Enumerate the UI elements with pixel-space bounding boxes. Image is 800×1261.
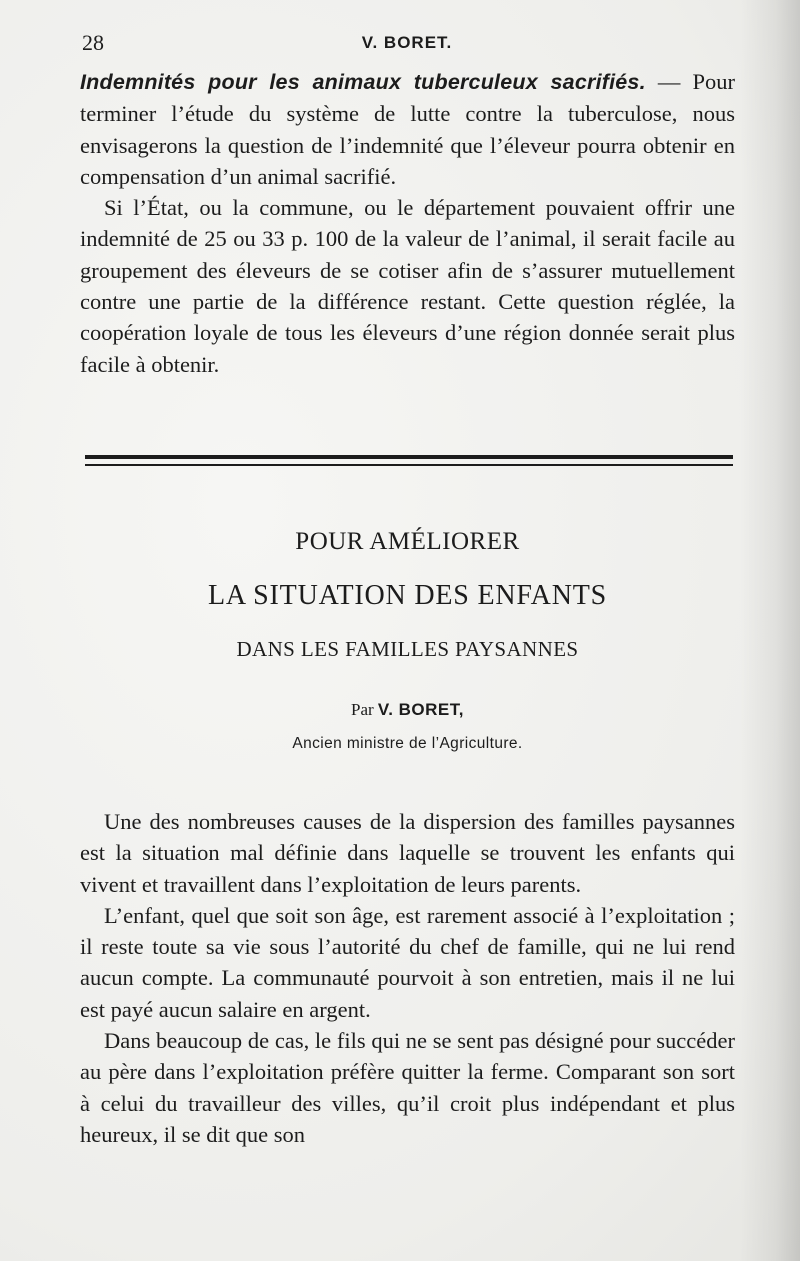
article-paragraph-2: L’enfant, quel que soit son âge, est rarement associé à l’exploitation ; il reste toute sa vie sous l’autorité du chef de famille, qui ne lui rend aucun compte. La communauté pourvoit à son entretien, mais il ne lui est payé aucun salaire en argent.	[80, 902, 735, 1022]
divider-thick-rule	[85, 455, 733, 459]
article-title-line-3: DANS LES FAMILLES PAYSANNES	[236, 637, 579, 661]
section-divider	[85, 455, 733, 467]
byline-prefix: Par	[351, 700, 374, 719]
intro-paragraph-2: Si l’État, ou la commune, ou le département pouvaient offrir une indemnité de 25 ou 33 p. 100 de la valeur de l’animal, il serait facile au groupement des éleveurs de se cotiser afin de s’assurer mutuellement contre une partie de la différence restant. Cette question réglée, la coopération loyale de tous les éleveurs d’une région donnée serait plus facile à obtenir.	[80, 195, 735, 377]
article-title-line-2: LA SITUATION DES ENFANTS	[207, 580, 608, 611]
intro-paragraph-1-text: — Pour terminer l’étude du système de lutte contre la tuberculose, nous envisagerons la question de l’indemnité que l’éleveur pourra obtenir en compensation d’un animal sacrifié.	[80, 69, 735, 189]
running-head: V. BORET.	[361, 33, 453, 52]
article-paragraph-1: Une des nombreuses causes de la dispersion des familles paysannes est la situation mal définie dans laquelle se trouvent les enfants qui vivent et travaillent dans l’exploitation de leurs parents.	[80, 809, 735, 897]
intro-paragraph-1	[80, 66, 735, 192]
section-heading: Indemnités pour les animaux tuberculeux sacrifiés.	[80, 70, 646, 94]
page-number: 28	[82, 30, 104, 55]
article-paragraph-3: Dans beaucoup de cas, le fils qui ne se sent pas désigné pour succéder au père dans l’exploitation préfère quitter la ferme. Comparant son sort à celui du travailleur des villes, qu’il croit plus indépendant et plus heureux, il se dit que son	[80, 1028, 735, 1147]
article-byline	[80, 700, 735, 720]
author-affiliation: Ancien ministre de l’Agriculture.	[292, 735, 523, 752]
divider-thin-rule	[85, 464, 733, 466]
article-author: V. BORET,	[377, 700, 464, 719]
article-body	[80, 806, 735, 1150]
intro-section	[80, 66, 735, 380]
page-header	[82, 30, 732, 62]
article-title-line-1: POUR AMÉLIORER	[295, 528, 520, 555]
page-gutter-shadow	[740, 0, 800, 1261]
